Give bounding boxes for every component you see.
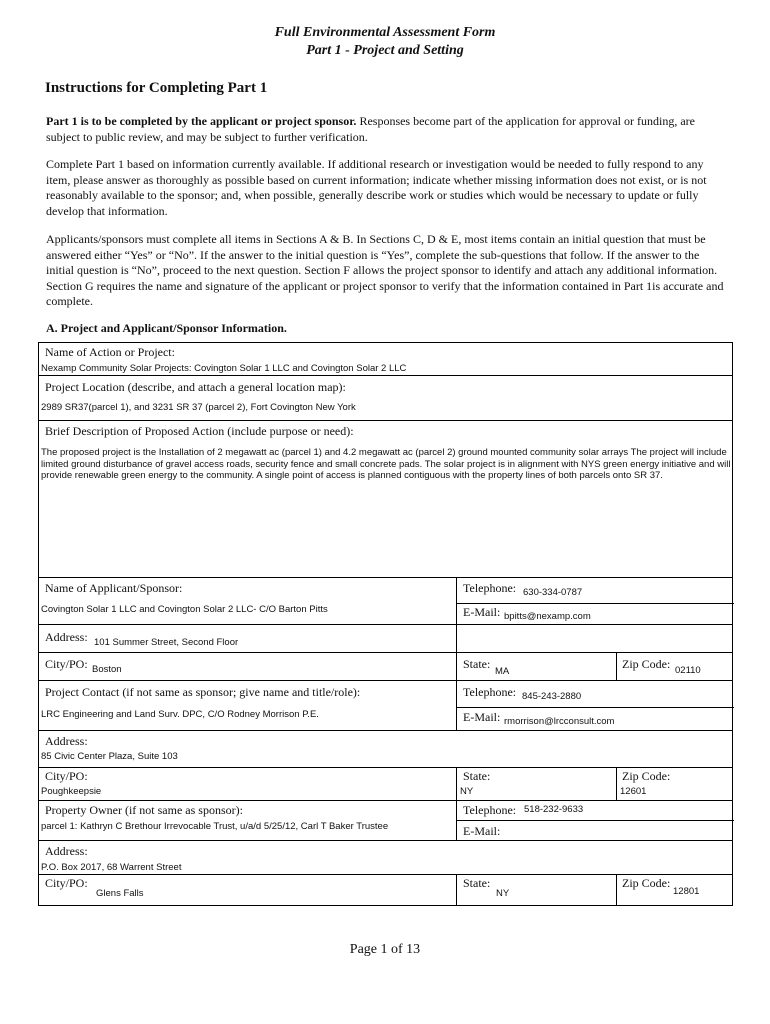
applicant-zip-label: Zip Code: — [622, 657, 671, 671]
section-a-heading: A. Project and Applicant/Sponsor Information. — [46, 321, 287, 335]
contact-city-value[interactable]: Poughkeepsie — [41, 786, 102, 797]
instructions-paragraph-1 — [46, 114, 726, 145]
owner-address-value[interactable]: P.O. Box 2017, 68 Warrent Street — [41, 862, 182, 873]
applicant-address-label: Address: — [45, 630, 88, 644]
form-divider — [39, 375, 732, 376]
applicant-city-label: City/PO: — [45, 657, 88, 671]
applicant-state-label: State: — [463, 657, 491, 671]
form-divider — [39, 767, 732, 768]
instructions-paragraph-3: Applicants/sponsors must complete all items in Sections A & B. In Sections C, D & E, most items contain an initial question that must be answered either “Yes” or “No”. If the answer to the initial question is “Yes”, complete the sub-questions that follow. If the answer to the initial question is “No”, proceed to the next question. Section F allows the project sponsor to identify and attach any additional information. Section G requires the name and signature of the applicant or project sponsor to verify that the information contained in Part 1is accurate and complete. — [46, 232, 724, 308]
contact-zip-value[interactable]: 12601 — [620, 786, 647, 797]
owner-telephone-value[interactable]: 518-232-9633 — [524, 804, 584, 815]
contact-name-value[interactable]: LRC Engineering and Land Surv. DPC, C/O Rodney Morrison P.E. — [41, 709, 319, 720]
form-divider — [456, 707, 734, 708]
applicant-email-value[interactable]: bpitts@nexamp.com — [504, 611, 591, 622]
form-divider — [456, 800, 457, 840]
form-divider — [616, 767, 617, 800]
applicant-telephone-value[interactable]: 630-334-0787 — [523, 587, 583, 598]
form-divider — [39, 874, 732, 875]
form-divider — [456, 577, 457, 652]
form-divider — [39, 420, 732, 421]
form-divider — [456, 767, 457, 800]
contact-telephone-label: Telephone: — [463, 685, 517, 699]
owner-city-label: City/PO: — [45, 876, 88, 890]
form-divider — [39, 800, 732, 801]
contact-email-label: E-Mail: — [463, 710, 501, 724]
form-divider — [456, 874, 457, 906]
form-divider — [39, 652, 732, 653]
applicant-city-value[interactable]: Boston — [92, 664, 122, 675]
owner-zip-label: Zip Code: — [622, 876, 671, 890]
owner-name-value[interactable]: parcel 1: Kathryn C Brethour Irrevocable Trust, u/a/d 5/25/12, Carl T Baker Trustee — [41, 821, 389, 832]
applicant-telephone-label: Telephone: — [463, 581, 517, 595]
form-divider — [39, 680, 732, 681]
owner-state-label: State: — [463, 876, 491, 890]
form-divider — [39, 577, 732, 578]
description-value[interactable]: The proposed project is the Installation of 2 megawatt ac (parcel 1) and 4.2 megawatt ac (parcel 2) ground mounted community solar arrays The project will include limited ground disturbance of gravel access roads, security fence and small concrete pads. The solar project is in alignment with NYS green energy initiative and will provide renewable green energy to the community. A single point of access is planned contiguous with the property lines of both parcels onto SR 37. — [41, 447, 731, 481]
project-location-value[interactable]: 2989 SR37(parcel 1), and 3231 SR 37 (parcel 2), Fort Covington New York — [41, 402, 356, 413]
instructions-paragraph-1-bold: Part 1 is to be completed by the applicant or project sponsor. — [46, 114, 357, 128]
owner-city-value[interactable]: Glens Falls — [96, 888, 144, 899]
form-divider — [39, 624, 732, 625]
form-divider — [456, 820, 734, 821]
applicant-address-value[interactable]: 101 Summer Street, Second Floor — [94, 637, 239, 648]
form-divider — [456, 652, 457, 680]
instructions-paragraph-2: Complete Part 1 based on information currently available. If additional research or investigation would be needed to fully respond to any item, please answer as thoroughly as possible based on current information; indicate whether missing information does not exist, or is not reasonably available to the sponsor; and, when possible, generally describe work or studies which would be necessary to update or fully develop that information. — [46, 157, 707, 218]
description-label: Brief Description of Proposed Action (include purpose or need): — [45, 424, 354, 438]
contact-telephone-value[interactable]: 845-243-2880 — [522, 691, 582, 702]
owner-address-label: Address: — [45, 844, 88, 858]
instructions-heading: Instructions for Completing Part 1 — [45, 80, 268, 96]
contact-address-value[interactable]: 85 Civic Center Plaza, Suite 103 — [41, 751, 178, 762]
project-info-form — [38, 342, 733, 906]
project-location-label: Project Location (describe, and attach a general location map): — [45, 380, 346, 394]
applicant-state-value[interactable]: MA — [495, 666, 510, 677]
form-divider — [616, 874, 617, 906]
form-subtitle: Part 1 - Project and Setting — [306, 43, 464, 58]
applicant-zip-value[interactable]: 02110 — [675, 665, 701, 676]
page-number: Page 1 of 13 — [349, 942, 421, 957]
form-divider — [39, 840, 732, 841]
form-divider — [456, 603, 734, 604]
applicant-name-label: Name of Applicant/Sponsor: — [45, 581, 183, 595]
owner-telephone-label: Telephone: — [463, 803, 517, 817]
action-name-label: Name of Action or Project: — [45, 345, 175, 359]
form-divider — [456, 680, 457, 730]
owner-state-value[interactable]: NY — [496, 888, 510, 899]
form-title: Full Environmental Assessment Form — [274, 25, 496, 40]
owner-email-label: E-Mail: — [463, 824, 501, 838]
contact-city-label: City/PO: — [45, 769, 88, 783]
contact-zip-label: Zip Code: — [622, 769, 671, 783]
applicant-email-label: E-Mail: — [463, 605, 501, 619]
owner-zip-value[interactable]: 12801 — [673, 886, 700, 897]
owner-name-label: Property Owner (if not same as sponsor): — [45, 803, 243, 817]
action-name-value[interactable]: Nexamp Community Solar Projects: Covington Solar 1 LLC and Covington Solar 2 LLC — [41, 363, 407, 374]
instructions-paragraph-1-rest: Responses become part of the application for approval or funding, are subject to public review, and may be subject to further verification. — [46, 114, 695, 144]
contact-state-value[interactable]: NY — [460, 786, 474, 797]
form-divider — [616, 652, 617, 680]
form-divider — [39, 730, 732, 731]
applicant-name-value[interactable]: Covington Solar 1 LLC and Covington Solar 2 LLC- C/O Barton Pitts — [41, 604, 328, 615]
contact-name-label: Project Contact (if not same as sponsor; give name and title/role): — [45, 685, 361, 699]
contact-state-label: State: — [463, 769, 491, 783]
contact-email-value[interactable]: rmorrison@lrcconsult.com — [504, 716, 615, 727]
contact-address-label: Address: — [45, 734, 88, 748]
